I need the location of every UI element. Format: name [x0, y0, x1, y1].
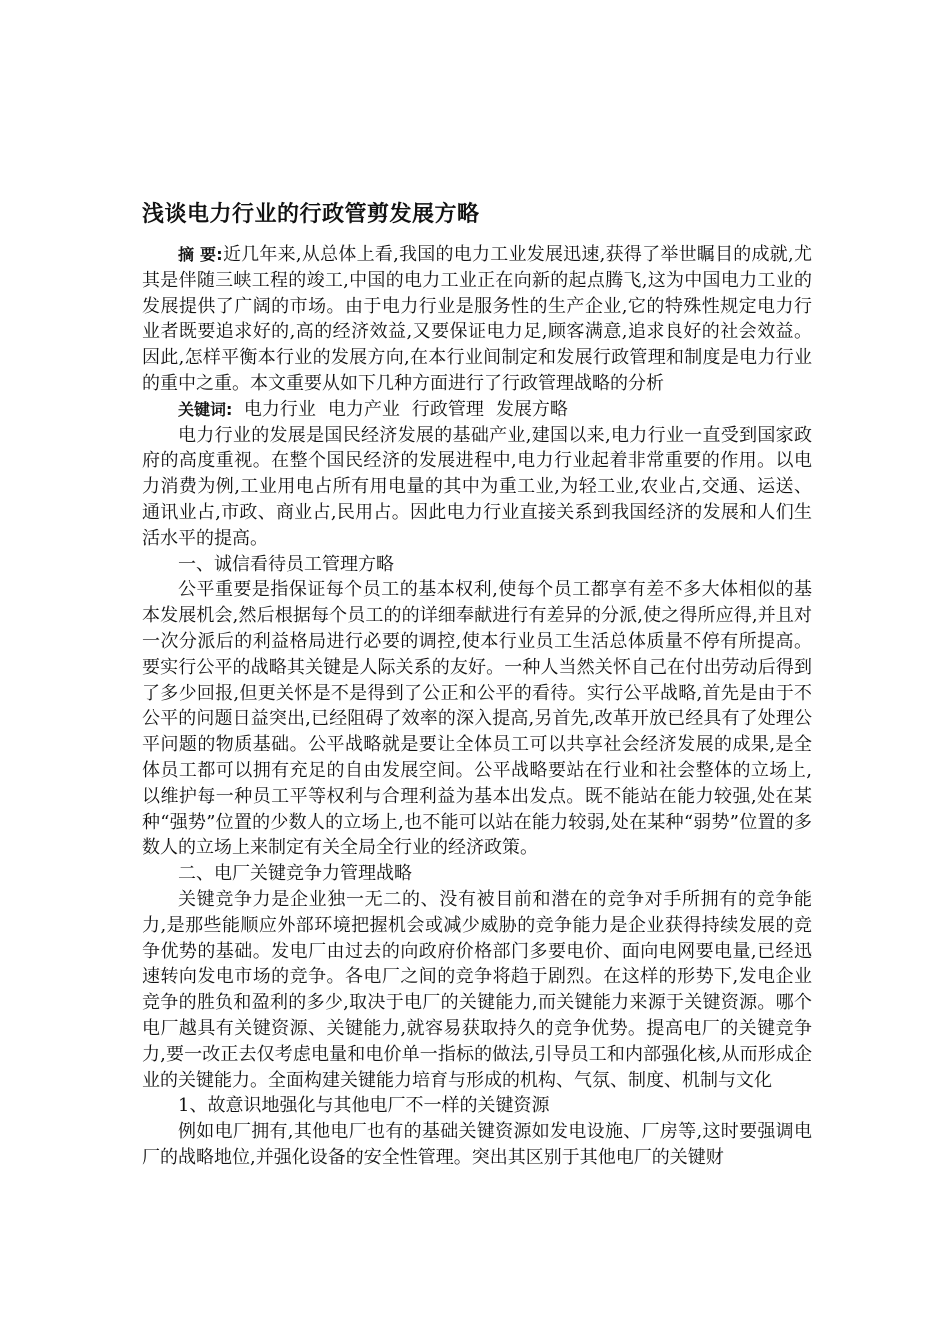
document-page: [142, 200, 812, 1171]
keywords-label: 关键词:: [178, 399, 233, 419]
keywords-line: [142, 397, 812, 423]
section-heading: 二、电厂关键竞争力管理战略: [178, 863, 412, 885]
subsection-heading: 1、故意识地强化与其他电厂不一样的关键资源: [178, 1095, 550, 1117]
abstract-label: 摘 要:: [178, 245, 223, 264]
body-paragraph: 关键竞争力是企业独一无二的、没有被目前和潜在的竞争对手所拥有的竞争能力,是那些能顺应外部环境把握机会或减少威胁的竞争能力是企业获得持续发展的竞争优势的基础。发电厂由过去的向政府价格部门多要电价、面向电网要电量,已经迅速转向发电市场的竞争。各电厂之间的竞争将趋于剧烈。在这样的形势下,发电企业竞争的胜负和盈利的多少,取决于电厂的关键能力,而关键能力来源于关键资源。哪个电厂越具有关键资源、关键能力,就容易获取持久的竞争优势。提高电厂的关键竞争力,要一改正去仅考虑电量和电价单一指标的做法,引导员工和内部强化核,从而形成企业的关键能力。全面构建关键能力培育与形成的机构、气氛、制度、机制与文化: [142, 888, 812, 1091]
body-paragraph: 公平重要是指保证每个员工的基本权利,使每个员工都享有差不多大体相似的基本发展机会,然后根据每个员工的的详细奉献进行有差异的分派,使之得所应得,并且对一次分派后的利益格局进行必要的调控,使本行业员工生活总体质量不停有所提高。要实行公平的战略其关键是人际关系的友好。一种人当然关怀自己在付出劳动后得到了多少回报,但更关怀是不是得到了公正和公平的看待。实行公平战略,首先是由于不公平的问题日益突出,已经阻碍了效率的深入提高,另首先,改革开放已经具有了处理公平问题的物质基础。公平战略就是要让全体员工可以共享社会经济发展的成果,是全体员工都可以拥有充足的自由发展空间。公平战略要站在行业和社会整体的立场上,以维护每一种员工平等权利与合理利益为基本出发点。既不能站在能力较强,处在某种“强势”位置的少数人的立场上,也不能可以站在能力较弱,处在某种“弱势”位置的多数人的立场上来制定有关全局全行业的经济政策。: [142, 579, 812, 859]
section-heading: 一、诚信看待员工管理方略: [178, 553, 394, 575]
keyword: 发展方略: [495, 398, 568, 420]
abstract-paragraph: [142, 242, 812, 397]
body-paragraph: 电力行业的发展是国民经济发展的基础产业,建国以来,电力行业一直受到国家政府的高度重视。在整个国民经济的发展进程中,电力行业起着非常重要的作用。以电力消费为例,工业用电占所有用电量的其中为重工业,为轻工业,农业占,交通、运送、通讯业占,市政、商业占,民用占。因此电力行业直接关系到我国经济的发展和人们生活水平的提高。: [142, 424, 812, 549]
keyword: 电力产业: [327, 398, 400, 420]
keyword: 行政管理: [411, 398, 484, 420]
document-title: 浅谈电力行业的行政管剪发展方略: [142, 202, 480, 227]
body-paragraph: 例如电厂拥有,其他电厂也有的基础关键资源如发电设施、厂房等,这时要强调电厂的战略地位,并强化设备的安全性管理。突出其区别于其他电厂的关键财: [142, 1121, 812, 1168]
abstract-text: 近几年来,从总体上看,我国的电力工业发展迅速,获得了举世瞩目的成就,尤其是伴随三峡工程的竣工,中国的电力工业正在向新的起点腾飞,这为中国电力工业的发展提供了广阔的市场。由于电力行业是服务性的生产企业,它的特殊性规定电力行业者既要追求好的,高的经济效益,又要保证电力足,顾客满意,追求良好的社会效益。因此,怎样平衡本行业的发展方向,在本行业间制定和发展行政管理和制度是电力行业的重中之重。本文重要从如下几种方面进行了行政管理战略的分析: [142, 244, 812, 394]
keyword: 电力行业: [243, 398, 316, 420]
